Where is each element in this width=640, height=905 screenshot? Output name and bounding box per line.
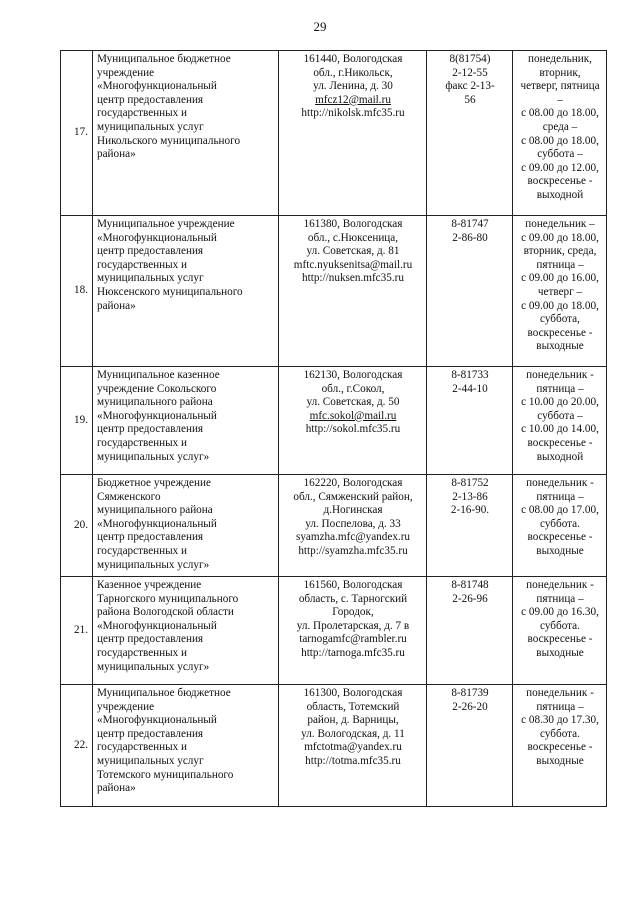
phone-line: 2-86-80: [452, 231, 488, 244]
address-line: ул. Советская, д. 50: [306, 396, 400, 409]
phone-line: 2-44-10: [452, 382, 488, 395]
table-row: [61, 216, 607, 367]
org-name-line: центр предоставления: [97, 727, 204, 740]
org-name-line: района»: [97, 782, 136, 795]
hours-line: четверг, пятница: [520, 80, 600, 93]
hours-line: вторник, среда,: [523, 245, 597, 258]
org-name-line: «Многофункциональный: [97, 714, 217, 727]
hours-line: с 08.30 до 17.30,: [521, 714, 599, 727]
hours-line: воскресенье -: [527, 436, 593, 449]
table-row: [61, 367, 607, 475]
phone-line: 8-81739: [451, 687, 489, 699]
hours-line: с 08.00 до 17.00,: [521, 504, 599, 517]
org-name-line: Муниципальное бюджетное: [97, 687, 231, 699]
org-name-line: Тарногского муниципального: [97, 592, 239, 605]
hours-line: пятница –: [536, 592, 584, 605]
org-name-line: государственных и: [97, 258, 188, 271]
phone-cell: [427, 475, 513, 577]
org-name-line: «Многофункциональный: [97, 517, 217, 530]
org-name-line: центр предоставления: [97, 93, 204, 106]
hours-line: четверг –: [537, 285, 583, 298]
address-line: обл., г.Сокол,: [321, 382, 385, 395]
hours-line: суббота.: [540, 727, 580, 740]
mfc-contacts-table: [60, 50, 607, 807]
org-name-line: учреждение: [97, 700, 155, 713]
hours-line: пятница –: [536, 258, 584, 271]
table-row: [61, 685, 607, 807]
phone-line: 2-13-86: [452, 490, 488, 503]
hours-line: воскресенье -: [527, 633, 593, 646]
address-line: ул. Пролетарская, д. 7 в: [296, 619, 410, 632]
address-line: 162220, Вологодская: [303, 477, 403, 489]
hours-line: среда –: [542, 120, 578, 133]
address-cell: [279, 475, 427, 577]
address-line: область, с. Тарногский: [298, 592, 408, 605]
phone-line: 2-26-20: [452, 700, 488, 713]
table-row: [61, 51, 607, 216]
org-name-line: центр предоставления: [97, 423, 204, 436]
org-name-line: муниципальных услуг: [97, 120, 204, 133]
address-line: область, Тотемский: [306, 700, 400, 713]
hours-cell: [513, 216, 607, 367]
phone-line: 8-81733: [451, 369, 489, 381]
address-line: mfctotma@yandex.ru: [304, 741, 402, 754]
phone-cell: [427, 51, 513, 216]
org-name-line: центр предоставления: [97, 245, 204, 258]
phone-line: 8-81752: [451, 477, 489, 489]
address-line: обл., с.Нюксеница,: [307, 231, 399, 244]
hours-line: с 08.00 до 18.00,: [521, 107, 599, 120]
address-line: ул. Ленина, д. 30: [313, 80, 393, 93]
org-name-line: района»: [97, 299, 136, 312]
org-name-line: «Многофункциональный: [97, 231, 217, 244]
hours-line: с 10.00 до 20.00,: [521, 396, 599, 409]
phone-line: 2-16-90.: [450, 504, 490, 517]
phone-line: 2-26-96: [452, 592, 488, 605]
address-line: http://sokol.mfc35.ru: [305, 423, 401, 436]
hours-cell: [513, 475, 607, 577]
hours-cell: [513, 685, 607, 807]
org-name-line: района Вологодской области: [97, 606, 234, 619]
org-name-line: государственных и: [97, 741, 188, 754]
org-name-line: «Многофункциональный: [97, 409, 217, 422]
org-name-line: Казенное учреждение: [97, 579, 202, 591]
org-name-cell: [93, 685, 279, 807]
address-line: mftc.nyuksenitsa@mail.ru: [293, 258, 413, 271]
hours-line: вторник,: [539, 66, 581, 79]
row-number: 17.: [61, 51, 93, 216]
phone-line: 56: [464, 93, 476, 106]
org-name-line: муниципальных услуг: [97, 272, 204, 285]
org-name-line: Тотемского муниципального: [97, 768, 234, 781]
hours-line: выходные: [536, 754, 584, 767]
org-name-line: муниципальных услуг: [97, 754, 204, 767]
hours-line: суббота,: [540, 313, 580, 326]
hours-line: суббота –: [537, 148, 583, 161]
address-line: tarnogamfc@rambler.ru: [299, 633, 407, 646]
org-name-line: «Многофункциональный: [97, 80, 217, 93]
org-name-line: Нюксенского муниципального: [97, 285, 243, 298]
row-number: 18.: [61, 216, 93, 367]
phone-line: 8(81754): [449, 53, 491, 65]
hours-line: выходные: [536, 340, 584, 353]
address-line: ул. Поспелова, д. 33: [305, 517, 401, 530]
address-line: http://nuksen.mfc35.ru: [302, 272, 404, 285]
hours-cell: [513, 577, 607, 685]
org-name-line: «Многофункциональный: [97, 619, 217, 632]
hours-line: с 09.00 до 16.00,: [521, 272, 599, 285]
org-name-cell: [93, 475, 279, 577]
org-name-line: Муниципальное учреждение: [97, 218, 235, 230]
address-line: обл., г.Никольск,: [313, 66, 393, 79]
row-number: 20.: [61, 475, 93, 577]
address-line: ул. Советская, д. 81: [306, 245, 400, 258]
address-line: mfc.sokol@mail.ru: [309, 409, 397, 422]
address-line: http://syamzha.mfc35.ru: [298, 544, 408, 557]
row-number: 19.: [61, 367, 93, 475]
hours-line: с 08.00 до 18.00,: [521, 134, 599, 147]
org-name-cell: [93, 51, 279, 216]
hours-line: понедельник,: [528, 53, 592, 65]
table-row: [61, 475, 607, 577]
table-row: [61, 577, 607, 685]
org-name-line: муниципальных услуг»: [97, 660, 210, 673]
hours-line: понедельник -: [526, 369, 594, 381]
hours-cell: [513, 367, 607, 475]
hours-line: суббота.: [540, 619, 580, 632]
address-line: 161560, Вологодская: [303, 579, 403, 591]
hours-line: пятница –: [536, 490, 584, 503]
row-number: 21.: [61, 577, 93, 685]
page-number: 29: [313, 19, 327, 34]
address-cell: [279, 216, 427, 367]
hours-line: с 10.00 до 14.00,: [521, 423, 599, 436]
phone-cell: [427, 577, 513, 685]
hours-line: воскресенье -: [527, 326, 593, 339]
hours-line: выходной: [536, 188, 584, 201]
address-line: Городок,: [332, 606, 374, 619]
org-name-line: муниципального района: [97, 504, 213, 517]
hours-line: выходной: [536, 450, 584, 463]
address-cell: [279, 685, 427, 807]
address-line: район, д. Варницы,: [307, 714, 399, 727]
address-line: mfcz12@mail.ru: [315, 93, 391, 106]
phone-cell: [427, 367, 513, 475]
phone-line: 8-81748: [451, 579, 489, 591]
hours-line: выходные: [536, 544, 584, 557]
org-name-line: государственных и: [97, 107, 188, 120]
org-name-line: муниципальных услуг»: [97, 450, 210, 463]
hours-line: с 09.00 до 18.00,: [521, 299, 599, 312]
org-name-line: муниципальных услуг»: [97, 558, 210, 571]
org-name-line: Муниципальное бюджетное: [97, 53, 231, 65]
address-line: http://tarnoga.mfc35.ru: [301, 646, 405, 659]
hours-line: воскресенье -: [527, 531, 593, 544]
org-name-cell: [93, 577, 279, 685]
address-cell: [279, 577, 427, 685]
org-name-line: Бюджетное учреждение: [97, 477, 211, 489]
org-name-line: государственных и: [97, 646, 188, 659]
hours-line: понедельник -: [526, 477, 594, 489]
hours-line: понедельник -: [526, 579, 594, 591]
phone-cell: [427, 216, 513, 367]
hours-line: с 09.00 до 18.00,: [521, 231, 599, 244]
address-line: ул. Вологодская, д. 11: [301, 727, 405, 740]
hours-line: понедельник –: [525, 218, 595, 230]
address-line: обл., Сямженский район,: [293, 490, 413, 503]
address-line: 162130, Вологодская: [303, 369, 403, 381]
address-line: http://totma.mfc35.ru: [305, 754, 401, 767]
hours-line: –: [557, 93, 563, 106]
hours-line: выходные: [536, 646, 584, 659]
org-name-line: муниципального района: [97, 396, 213, 409]
org-name-cell: [93, 216, 279, 367]
hours-line: суббота.: [540, 517, 580, 530]
org-name-line: учреждение Сокольского: [97, 382, 217, 395]
row-number: 22.: [61, 685, 93, 807]
org-name-line: района»: [97, 148, 136, 161]
hours-line: с 09.00 до 16.30,: [521, 606, 599, 619]
address-cell: [279, 367, 427, 475]
phone-cell: [427, 685, 513, 807]
address-line: 161440, Вологодская: [303, 53, 403, 65]
org-name-line: государственных и: [97, 544, 188, 557]
phone-line: 8-81747: [451, 218, 489, 230]
hours-line: суббота –: [537, 409, 583, 422]
org-name-cell: [93, 367, 279, 475]
hours-line: пятница –: [536, 700, 584, 713]
hours-line: воскресенье -: [527, 741, 593, 754]
address-line: д.Ногинская: [323, 504, 383, 517]
address-line: syamzha.mfc@yandex.ru: [295, 531, 411, 544]
org-name-line: Муниципальное казенное: [97, 369, 220, 381]
address-cell: [279, 51, 427, 216]
org-name-line: учреждение: [97, 66, 155, 79]
address-line: 161380, Вологодская: [303, 218, 403, 230]
hours-line: понедельник -: [526, 687, 594, 699]
hours-cell: [513, 51, 607, 216]
address-line: 161300, Вологодская: [303, 687, 403, 699]
hours-line: воскресенье -: [527, 175, 593, 188]
org-name-line: государственных и: [97, 436, 188, 449]
org-name-line: Никольского муниципального: [97, 134, 241, 147]
org-name-line: центр предоставления: [97, 531, 204, 544]
address-line: http://nikolsk.mfc35.ru: [301, 107, 405, 120]
phone-line: 2-12-55: [452, 66, 488, 79]
org-name-line: Сямженского: [97, 490, 161, 503]
org-name-line: центр предоставления: [97, 633, 204, 646]
phone-line: факс 2-13-: [445, 80, 495, 93]
hours-line: с 09.00 до 12.00,: [521, 161, 599, 174]
hours-line: пятница –: [536, 382, 584, 395]
